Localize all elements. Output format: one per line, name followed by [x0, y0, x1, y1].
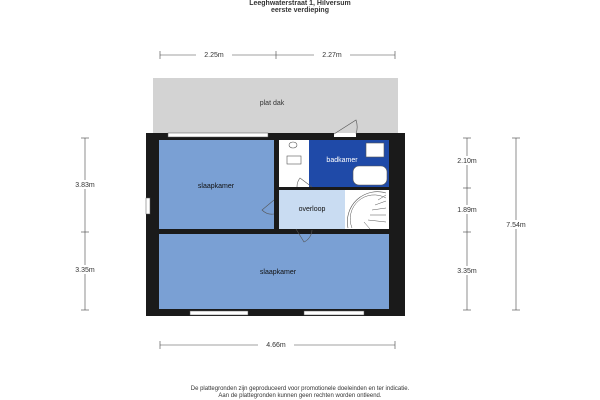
dim-top-left-label: 2.25m: [204, 52, 224, 59]
bathtub-fixture: [353, 166, 387, 185]
plan-title-address: Leeghwaterstraat 1, Hilversum: [249, 0, 351, 7]
dim-bottom-label: 4.66m: [266, 342, 286, 349]
dim-top: [160, 51, 395, 59]
flat-roof-label: plat dak: [259, 100, 285, 107]
dim-right-2-label: 1.89m: [457, 207, 477, 214]
disclaimer-line-1: De plattegronden zijn geproduceerd voor promotionele doeleinden en ter indicatie.: [190, 386, 410, 392]
dim-left: [81, 138, 89, 310]
dim-left-upper-label: 3.83m: [75, 182, 95, 189]
room-slaapkamer-1-label: slaapkamer: [197, 183, 235, 190]
sink-fixture: [287, 156, 301, 164]
shower-fixture: [366, 143, 384, 157]
dim-right-total-label: 7.54m: [506, 222, 526, 229]
window-top: [168, 133, 268, 137]
toilet-fixture: [289, 142, 297, 148]
window-bottom-left: [190, 311, 248, 315]
door-roof-opening: [334, 133, 356, 137]
room-overloop-label: overloop: [298, 206, 326, 213]
room-slaapkamer-2-label: slaapkamer: [259, 269, 297, 276]
room-badkamer-label: badkamer: [326, 157, 358, 164]
dim-right-1-label: 2.10m: [457, 158, 477, 165]
dim-left-lower-label: 3.35m: [75, 267, 95, 274]
plan-title-floor: eerste verdieping: [271, 7, 329, 14]
window-left: [146, 198, 150, 214]
disclaimer-line-2: Aan de plattegronden kunnen geen rechten worden ontleend.: [218, 393, 382, 399]
dim-top-right-label: 2.27m: [322, 52, 342, 59]
dim-right-3-label: 3.35m: [457, 268, 477, 275]
window-bottom-right: [304, 311, 364, 315]
